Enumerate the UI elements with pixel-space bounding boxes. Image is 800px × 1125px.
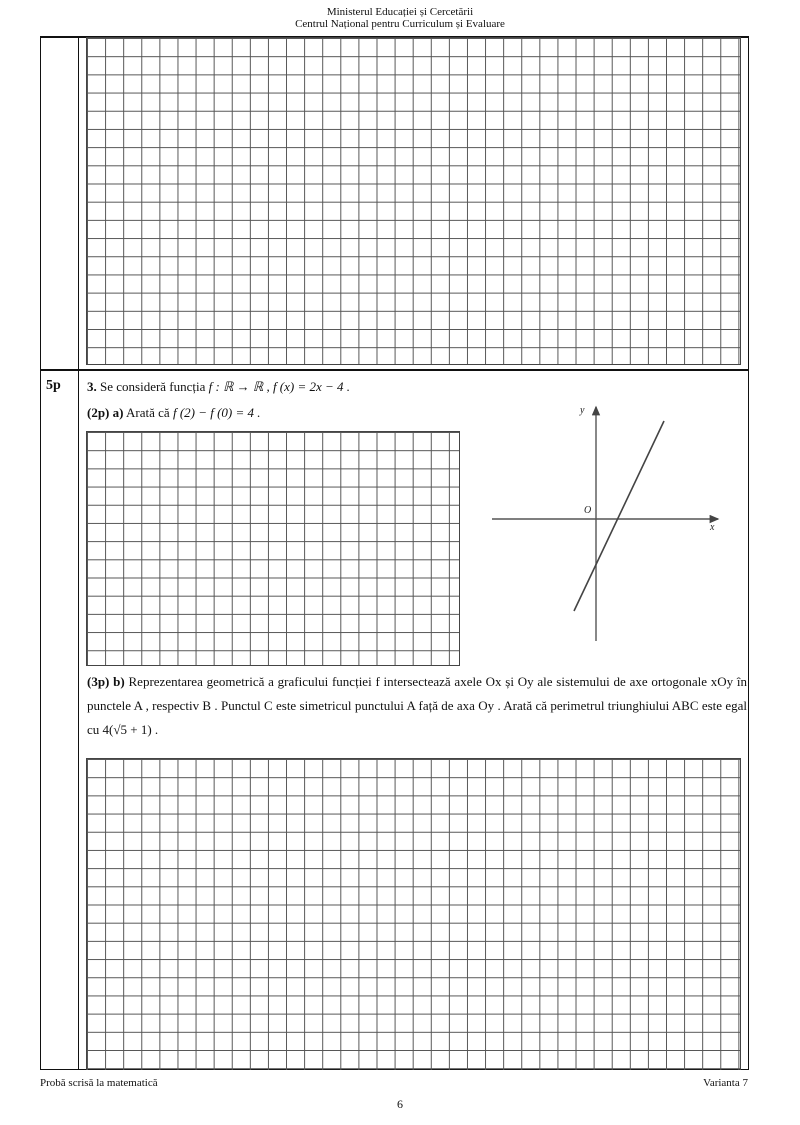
footer-variant: Varianta 7 — [703, 1077, 748, 1089]
page-header — [0, 6, 800, 30]
exercise-number: 3. — [87, 379, 97, 394]
y-axis-label: y — [580, 405, 585, 416]
function-line — [574, 421, 664, 611]
part-a-points: (2p) — [87, 405, 110, 420]
part-b-statement — [87, 670, 747, 742]
part-a-statement — [87, 405, 261, 421]
exercise-statement — [87, 379, 350, 395]
footer-subject: Probă scrisă la matematică — [40, 1077, 158, 1089]
header-ministry: Ministerul Educației și Cercetării — [326, 6, 474, 18]
exercise-points: 5p — [46, 378, 61, 393]
points-column-divider — [78, 36, 79, 1070]
exercise-intro: Se consideră funcția — [100, 379, 206, 394]
function-graph — [488, 395, 733, 650]
part-a-label: a) — [112, 405, 124, 420]
x-axis-label: x — [710, 522, 715, 533]
row-separator — [40, 369, 749, 371]
origin-label: O — [584, 505, 592, 516]
answer-grid-part-b[interactable] — [86, 758, 741, 1070]
answer-grid-part-a[interactable] — [86, 431, 460, 666]
part-b-points: (3p) — [87, 674, 110, 689]
function-definition: f : ℝ → ℝ , f (x) = 2x − 4 . — [208, 379, 351, 394]
answer-grid-top[interactable] — [86, 37, 741, 365]
part-b-text: Reprezentarea geometrică a graficului funcției f intersectează axele Ox și Oy ale sistemului de axe ortogonale xOy în punctele A , respectiv B . Punctul C este simetricul punctului A față de axa Oy . Arată că perimetrul triunghiului ABC este egal cu 4(√5 + 1) . — [87, 674, 748, 737]
part-a-formula: f (2) − f (0) = 4 . — [172, 405, 261, 420]
header-center: Centrul Național pentru Curriculum și Evaluare — [295, 18, 505, 30]
page-number: 6 — [397, 1097, 403, 1111]
part-a-text: Arată că — [126, 405, 170, 420]
part-b-label: b) — [113, 674, 125, 689]
